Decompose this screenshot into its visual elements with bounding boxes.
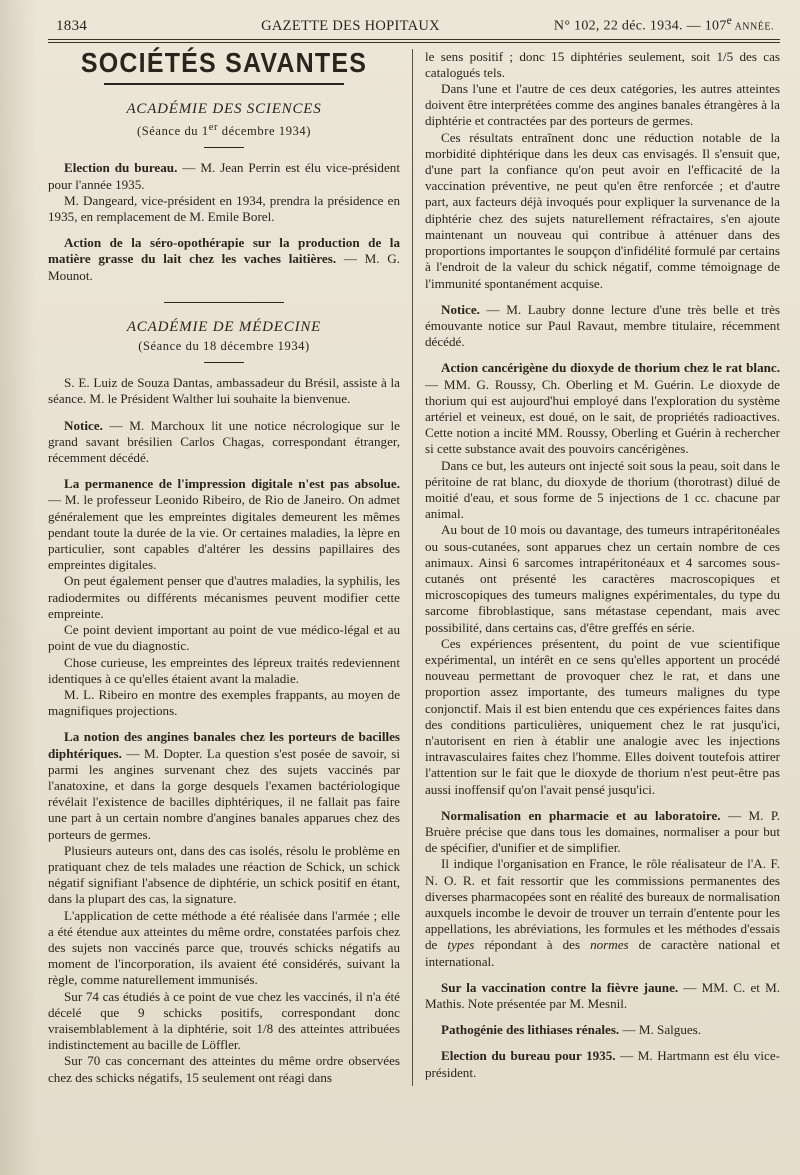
- paragraph: Sur 74 cas étudiés à ce point de vue chez les vaccinés, il n'a été décelé que 9 schicks positifs, correspondant donc vraisemblablement à la diphtérie, soit 1/8 des atteintes attribuées indistinctement au bacille de Löffler.: [48, 988, 400, 1053]
- academy-medecine-heading: ACADÉMIE DE MÉDECINE: [126, 318, 322, 335]
- paragraph: Action de la séro-opothérapie sur la production de la matière grasse du lait chez les vaches laitières. — M. G. Mounot.: [48, 235, 400, 283]
- paragraph: Chose curieuse, les empreintes des lépreux traités redeviennent identiques à ce qu'elles étaient avant la maladie.: [48, 654, 400, 686]
- paragraph: S. E. Luiz de Souza Dantas, ambassadeur du Brésil, assiste à la séance. M. le Président Walther lui souhaite la bienvenue.: [48, 375, 400, 407]
- academy-sciences-heading: ACADÉMIE DES SCIENCES: [126, 100, 322, 117]
- paragraph: Action cancérigène du dioxyde de thorium chez le rat blanc. — MM. G. Roussy, Ch. Oberling et M. Guérin. Le dioxyde de thorium qui est aujourd'hui employé dans l'exploration du système artériel et veineux, est doué, on le sait, de propriétés radioactives. Cette notion a incité MM. Roussy, Oberling et Guérin à rechercher si cette substance avait des pouvoirs cancérigènes.: [425, 360, 780, 457]
- issue-info: N° 102, 22 déc. 1934. — 107e ANNÉE.: [553, 14, 774, 34]
- paragraph: Plusieurs auteurs ont, dans des cas isolés, résolu le problème en pratiquant chez de tels malades une réaction de Schick, un schick négatif signifiant l'absence de diphtérie, un schick positif en étant, dans la plupart des cas, la signature.: [48, 842, 400, 907]
- paragraph: Ce point devient important au point de vue médico-légal et au point de vue du diagnostic.: [48, 622, 400, 654]
- paragraph: Ces expériences présentent, du point de vue scientifique expérimental, un intérêt en ce sens qu'elles apportent un procédé nouveau permettant de provoquer chez le rat, et dans une proportion assez importante, des tumeurs malignes du type conjonctif. Mais il est bien entendu que ces expériences faites dans des conditions particulières, uniquement chez le rat jusqu'ici, n'autorisent en rien à établir une analogie avec les injections intravasculaires faites chez l'homme. Elles doivent toutefois attirer l'attention sur le fait que le dioxyde de thorium n'est peut-être pas aussi inoffensif qu'on l'avait pensé jusqu'ici.: [425, 635, 780, 797]
- section-rule: [104, 83, 344, 85]
- paragraph: le sens positif ; donc 15 diphtéries seulement, soit 1/5 des cas catalogués tels.: [425, 48, 780, 80]
- paragraph: M. L. Ribeiro en montre des exemples frappants, au moyen de magnifiques projections.: [48, 686, 400, 719]
- paragraph: M. Dangeard, vice-président en 1934, prendra la présidence en 1935, en remplacement de M. Emile Borel.: [48, 192, 400, 225]
- paragraph: Dans l'une et l'autre de ces deux catégories, les autres atteintes doivent être interprétées comme des angines banales étrangères à la diphtérie et contractées par des porteurs de germes.: [425, 81, 780, 129]
- paragraph: Election du bureau. — M. Jean Perrin est élu vice-président pour l'année 1935.: [48, 160, 400, 192]
- paragraph: Pathogénie des lithiases rénales. — M. Salgues.: [441, 1022, 702, 1038]
- paragraph: Normalisation en pharmacie et au laboratoire. — M. P. Bruère précise que dans tous les domaines, normaliser a pour but de spécifier, d'unifier et de simplifier.: [425, 807, 780, 856]
- two-columns: [48, 46, 780, 1086]
- paragraph: Sur 70 cas concernant des atteintes du même ordre observées chez des schicks négatifs, 15 seulement ont réagi dans: [48, 1053, 400, 1085]
- divider: [204, 147, 244, 148]
- header-rule: [48, 42, 780, 43]
- paragraph: Dans ce but, les auteurs ont injecté soit sous la peau, soit dans le péritoine de rat blanc, du dioxyde de thorium (thorotrast) dilué de moitié d'eau, et sous forme de 5 injections de 1 cc. chacune par animal.: [425, 457, 780, 522]
- paragraph: Notice. — M. Marchoux lit une notice nécrologique sur le grand savant brésilien Carlos Chagas, correspondant étranger, récemment décédé.: [48, 417, 400, 466]
- journal-title: GAZETTE DES HOPITAUX: [261, 17, 440, 34]
- paragraph: Election du bureau pour 1935. — M. Hartmann est élu vice-président.: [425, 1048, 780, 1080]
- divider: [204, 362, 244, 363]
- left-column: [48, 46, 413, 1086]
- page-number: 1834: [56, 17, 88, 34]
- seance-date: (Séance du 18 décembre 1934): [138, 339, 310, 354]
- right-column: [413, 49, 780, 1086]
- paragraph: L'application de cette méthode a été réalisée dans l'armée ; elle a été étendue aux atteintes du même ordre, constatées parfois chez des sujets non vaccinés parce que, trouvés schicks négatifs au moment de l'incorporation, ils avaient été considérés, suivant la règle, comme naturellement immunisés.: [48, 907, 400, 988]
- paragraph: Notice. — M. Laubry donne lecture d'une très belle et très émouvante notice sur Paul Ravaut, membre titulaire, récemment décédé.: [425, 301, 780, 350]
- paragraph: La permanence de l'impression digitale n'est pas absolue. — M. le professeur Leonido Ribeiro, de Rio de Janeiro. On admet généralement que les empreintes digitales demeurent les mêmes pendant toute la durée de la vie. Or certaines maladies, la lèpre en particulier, sont capables d'altérer les dessins papillaires des empreintes digitales.: [48, 476, 400, 573]
- paragraph: Ces résultats entraînent donc une réduction notable de la morbidité diphtérique dans les deux cas envisagés. Il s'ensuit que, d'une part la confiance qu'on peut avoir en l'efficacité de la vaccination préventive, ne peut qu'en être renforcée ; et d'autre part, aux facteurs déjà invoqués pour expliquer la survenance de la diphtérie chez des sujets naturellement réfractaires, s'en ajoute maintenant un nouveau qui contribue à atténuer dans des proportions importantes le soupçon d'infidélité formulé par certains à l'endroit de la valeur du schick négatif, comme témoignage de l'immunité spontanément acquise.: [425, 129, 780, 291]
- paragraph: On peut également penser que d'autres maladies, la syphilis, les radiodermites ou différents mécanismes peuvent modifier cette empreinte.: [48, 573, 400, 621]
- page-header: [48, 14, 780, 40]
- paragraph: Au bout de 10 mois ou davantage, des tumeurs intrapéritonéales ou sous-cutanées, sont apparues chez un certain nombre de ces animaux. Ainsi 6 sarcomes intrapéritonéaux et 4 sarcomes sous-cutanés ont présenté les caractères macroscopiques et microscopiques des tumeurs malignes expérimentales, du type du sarcome fibroblastique, sans métastase cependant, mais avec possibilité, dans certains cas, d'être greffés en série.: [425, 522, 780, 635]
- paragraph: Sur la vaccination contre la fièvre jaune. — MM. C. et M. Mathis. Note présentée par M. Mesnil.: [425, 979, 780, 1012]
- paragraph: Il indique l'organisation en France, le rôle réalisateur de l'A. F. N. O. R. et fait ressortir que les commissions permanentes des diverses pharmacopées sont en réalité des bureaux de normalisation auxquels incombe le devoir de trouver un terrain d'entente pour les appellations, les abréviations, les formules et les méthodes d'essais de types répondant à des normes de caractère national et international.: [425, 856, 780, 969]
- divider: [164, 302, 284, 303]
- seance-date: (Séance du 1er décembre 1934): [136, 122, 312, 139]
- section-title: SOCIÉTÉS SAVANTES: [80, 46, 368, 79]
- paragraph: La notion des angines banales chez les porteurs de bacilles diphtériques. — M. Dopter. La question s'est posée de savoir, si parmi les angines survenant chez des sujets vaccinés par l'anatoxine, et dans la gorge desquels l'examen bactériologique révélait l'existence de bacilles diphtériques, il ne fallait pas faire une part à un certain nombre d'angines banales apparues chez des porteurs de germes.: [48, 729, 400, 842]
